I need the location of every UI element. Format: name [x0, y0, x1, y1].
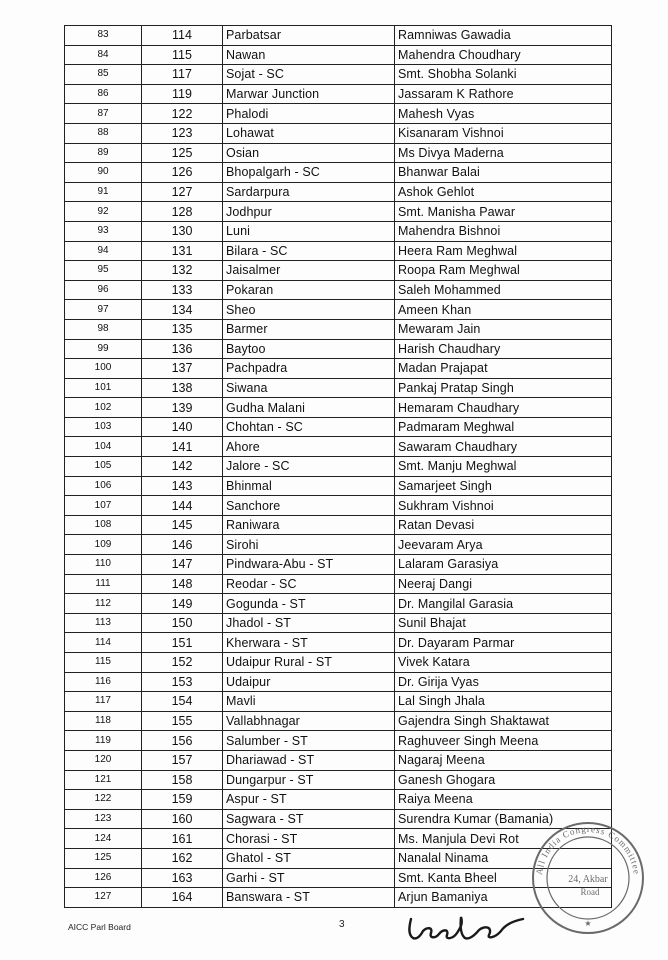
constituency-cell: Ghatol - ST — [223, 848, 395, 868]
table-row — [65, 457, 612, 477]
table-row — [65, 731, 612, 751]
ac-number-cell: 151 — [142, 633, 223, 653]
candidate-cell: Pankaj Pratap Singh — [395, 378, 612, 398]
constituency-cell: Parbatsar — [223, 26, 395, 46]
table-row — [65, 417, 612, 437]
serial-number-cell: 122 — [65, 790, 142, 810]
footer-board-label: AICC Parl Board — [68, 922, 131, 932]
candidate-cell: Sawaram Chaudhary — [395, 437, 612, 457]
constituency-cell: Barmer — [223, 319, 395, 339]
serial-number-cell: 120 — [65, 750, 142, 770]
table-row — [65, 613, 612, 633]
table-row — [65, 300, 612, 320]
ac-number-cell: 164 — [142, 888, 223, 908]
serial-number-cell: 103 — [65, 417, 142, 437]
table-row — [65, 26, 612, 46]
table-row — [65, 65, 612, 85]
serial-number-cell: 100 — [65, 359, 142, 379]
candidate-cell: Smt. Manju Meghwal — [395, 457, 612, 477]
candidate-cell: Raiya Meena — [395, 790, 612, 810]
table-row — [65, 496, 612, 516]
constituency-cell: Aspur - ST — [223, 790, 395, 810]
candidate-cell: Madan Prajapat — [395, 359, 612, 379]
constituency-cell: Jaisalmer — [223, 261, 395, 281]
ac-number-cell: 132 — [142, 261, 223, 281]
constituency-cell: Bilara - SC — [223, 241, 395, 261]
constituency-cell: Sanchore — [223, 496, 395, 516]
candidate-cell: Neeraj Dangi — [395, 574, 612, 594]
candidate-cell: Ganesh Ghogara — [395, 770, 612, 790]
constituency-cell: Reodar - SC — [223, 574, 395, 594]
table-row — [65, 261, 612, 281]
serial-number-cell: 108 — [65, 515, 142, 535]
serial-number-cell: 85 — [65, 65, 142, 85]
candidate-cell: Gajendra Singh Shaktawat — [395, 711, 612, 731]
serial-number-cell: 127 — [65, 888, 142, 908]
signature-image — [405, 905, 535, 945]
constituency-cell: Pachpadra — [223, 359, 395, 379]
table-row — [65, 182, 612, 202]
candidate-table — [64, 25, 612, 908]
candidate-cell: Mahendra Choudhary — [395, 45, 612, 65]
constituency-cell: Jalore - SC — [223, 457, 395, 477]
candidate-cell: Jeevaram Arya — [395, 535, 612, 555]
table-row — [65, 711, 612, 731]
ac-number-cell: 130 — [142, 221, 223, 241]
candidate-cell: Mahendra Bishnoi — [395, 221, 612, 241]
ac-number-cell: 122 — [142, 104, 223, 124]
serial-number-cell: 105 — [65, 457, 142, 477]
serial-number-cell: 111 — [65, 574, 142, 594]
constituency-cell: Nawan — [223, 45, 395, 65]
constituency-cell: Sirohi — [223, 535, 395, 555]
serial-number-cell: 109 — [65, 535, 142, 555]
page-number: 3 — [339, 919, 345, 930]
candidate-cell: Harish Chaudhary — [395, 339, 612, 359]
serial-number-cell: 121 — [65, 770, 142, 790]
ac-number-cell: 152 — [142, 653, 223, 673]
candidate-cell: Ramniwas Gawadia — [395, 26, 612, 46]
candidate-cell: Ms Divya Maderna — [395, 143, 612, 163]
constituency-cell: Sojat - SC — [223, 65, 395, 85]
constituency-cell: Udaipur — [223, 672, 395, 692]
constituency-cell: Gogunda - ST — [223, 594, 395, 614]
ac-number-cell: 158 — [142, 770, 223, 790]
serial-number-cell: 106 — [65, 476, 142, 496]
ac-number-cell: 156 — [142, 731, 223, 751]
table-row — [65, 202, 612, 222]
table-row — [65, 104, 612, 124]
candidate-cell: Dr. Dayaram Parmar — [395, 633, 612, 653]
ac-number-cell: 155 — [142, 711, 223, 731]
serial-number-cell: 116 — [65, 672, 142, 692]
table-row — [65, 319, 612, 339]
table-row — [65, 574, 612, 594]
table-row — [65, 221, 612, 241]
table-row — [65, 653, 612, 673]
candidate-cell: Mahesh Vyas — [395, 104, 612, 124]
serial-number-cell: 117 — [65, 692, 142, 712]
candidate-cell: Ratan Devasi — [395, 515, 612, 535]
candidate-cell: Sukhram Vishnoi — [395, 496, 612, 516]
candidate-cell: Bhanwar Balai — [395, 163, 612, 183]
serial-number-cell: 101 — [65, 378, 142, 398]
ac-number-cell: 125 — [142, 143, 223, 163]
candidate-cell: Kisanaram Vishnoi — [395, 123, 612, 143]
serial-number-cell: 89 — [65, 143, 142, 163]
constituency-cell: Bhopalgarh - SC — [223, 163, 395, 183]
serial-number-cell: 83 — [65, 26, 142, 46]
candidate-cell: Raghuveer Singh Meena — [395, 731, 612, 751]
table-row — [65, 790, 612, 810]
ac-number-cell: 127 — [142, 182, 223, 202]
constituency-cell: Sardarpura — [223, 182, 395, 202]
serial-number-cell: 124 — [65, 829, 142, 849]
constituency-cell: Pindwara-Abu - ST — [223, 555, 395, 575]
ac-number-cell: 157 — [142, 750, 223, 770]
table-row — [65, 163, 612, 183]
constituency-cell: Vallabhnagar — [223, 711, 395, 731]
ac-number-cell: 146 — [142, 535, 223, 555]
constituency-cell: Garhi - ST — [223, 868, 395, 888]
constituency-cell: Baytoo — [223, 339, 395, 359]
ac-number-cell: 154 — [142, 692, 223, 712]
table-row — [65, 476, 612, 496]
ac-number-cell: 139 — [142, 398, 223, 418]
serial-number-cell: 90 — [65, 163, 142, 183]
constituency-cell: Kherwara - ST — [223, 633, 395, 653]
stamp-center-line2: Road — [580, 887, 600, 897]
table-row — [65, 84, 612, 104]
serial-number-cell: 118 — [65, 711, 142, 731]
ac-number-cell: 162 — [142, 848, 223, 868]
stamp-top-text: All India Congress Committee — [534, 823, 642, 876]
table-row — [65, 398, 612, 418]
candidate-cell: Ms. Manjula Devi Rot — [395, 829, 612, 849]
table-row — [65, 750, 612, 770]
candidate-cell: Hemaram Chaudhary — [395, 398, 612, 418]
constituency-cell: Bhinmal — [223, 476, 395, 496]
candidate-cell: Surendra Kumar (Bamania) — [395, 809, 612, 829]
constituency-cell: Sheo — [223, 300, 395, 320]
ac-number-cell: 160 — [142, 809, 223, 829]
constituency-cell: Dhariawad - ST — [223, 750, 395, 770]
candidate-cell: Smt. Manisha Pawar — [395, 202, 612, 222]
svg-text:★: ★ — [584, 919, 592, 928]
candidate-cell: Roopa Ram Meghwal — [395, 261, 612, 281]
table-row — [65, 143, 612, 163]
candidate-cell: Saleh Mohammed — [395, 280, 612, 300]
candidate-cell: Dr. Girija Vyas — [395, 672, 612, 692]
ac-number-cell: 119 — [142, 84, 223, 104]
serial-number-cell: 96 — [65, 280, 142, 300]
serial-number-cell: 115 — [65, 653, 142, 673]
ac-number-cell: 143 — [142, 476, 223, 496]
ac-number-cell: 140 — [142, 417, 223, 437]
serial-number-cell: 84 — [65, 45, 142, 65]
serial-number-cell: 110 — [65, 555, 142, 575]
candidate-cell: Nanalal Ninama — [395, 848, 612, 868]
serial-number-cell: 104 — [65, 437, 142, 457]
serial-number-cell: 114 — [65, 633, 142, 653]
ac-number-cell: 126 — [142, 163, 223, 183]
serial-number-cell: 126 — [65, 868, 142, 888]
serial-number-cell: 119 — [65, 731, 142, 751]
ac-number-cell: 150 — [142, 613, 223, 633]
candidate-cell: Sunil Bhajat — [395, 613, 612, 633]
candidate-cell: Arjun Bamaniya — [395, 888, 612, 908]
ac-number-cell: 141 — [142, 437, 223, 457]
constituency-cell: Dungarpur - ST — [223, 770, 395, 790]
ac-number-cell: 163 — [142, 868, 223, 888]
serial-number-cell: 107 — [65, 496, 142, 516]
ac-number-cell: 161 — [142, 829, 223, 849]
candidate-cell: Padmaram Meghwal — [395, 417, 612, 437]
candidate-cell: Dr. Mangilal Garasia — [395, 594, 612, 614]
table-row — [65, 45, 612, 65]
serial-number-cell: 97 — [65, 300, 142, 320]
table-row — [65, 339, 612, 359]
candidate-cell: Lal Singh Jhala — [395, 692, 612, 712]
ac-number-cell: 159 — [142, 790, 223, 810]
constituency-cell: Jodhpur — [223, 202, 395, 222]
constituency-cell: Mavli — [223, 692, 395, 712]
ac-number-cell: 136 — [142, 339, 223, 359]
serial-number-cell: 112 — [65, 594, 142, 614]
serial-number-cell: 113 — [65, 613, 142, 633]
ac-number-cell: 147 — [142, 555, 223, 575]
constituency-cell: Udaipur Rural - ST — [223, 653, 395, 673]
ac-number-cell: 114 — [142, 26, 223, 46]
table-row — [65, 280, 612, 300]
table-row — [65, 359, 612, 379]
candidate-cell: Heera Ram Meghwal — [395, 241, 612, 261]
serial-number-cell: 93 — [65, 221, 142, 241]
candidate-cell: Smt. Kanta Bheel — [395, 868, 612, 888]
candidate-table-body — [65, 26, 612, 908]
constituency-cell: Pokaran — [223, 280, 395, 300]
table-row — [65, 594, 612, 614]
constituency-cell: Lohawat — [223, 123, 395, 143]
table-row — [65, 378, 612, 398]
serial-number-cell: 94 — [65, 241, 142, 261]
serial-number-cell: 92 — [65, 202, 142, 222]
constituency-cell: Siwana — [223, 378, 395, 398]
table-row — [65, 692, 612, 712]
candidate-cell: Samarjeet Singh — [395, 476, 612, 496]
candidate-cell: Ameen Khan — [395, 300, 612, 320]
table-row — [65, 633, 612, 653]
ac-number-cell: 145 — [142, 515, 223, 535]
constituency-cell: Jhadol - ST — [223, 613, 395, 633]
table-row — [65, 123, 612, 143]
ac-number-cell: 148 — [142, 574, 223, 594]
candidate-cell: Ashok Gehlot — [395, 182, 612, 202]
constituency-cell: Luni — [223, 221, 395, 241]
candidate-cell: Vivek Katara — [395, 653, 612, 673]
ac-number-cell: 123 — [142, 123, 223, 143]
serial-number-cell: 86 — [65, 84, 142, 104]
ac-number-cell: 138 — [142, 378, 223, 398]
constituency-cell: Phalodi — [223, 104, 395, 124]
serial-number-cell: 95 — [65, 261, 142, 281]
svg-text:All India Congress Committee — [534, 824, 642, 875]
constituency-cell: Sagwara - ST — [223, 809, 395, 829]
ac-number-cell: 144 — [142, 496, 223, 516]
table-row — [65, 241, 612, 261]
ac-number-cell: 135 — [142, 319, 223, 339]
serial-number-cell: 88 — [65, 123, 142, 143]
constituency-cell: Osian — [223, 143, 395, 163]
candidate-cell: Jassaram K Rathore — [395, 84, 612, 104]
committee-stamp — [528, 818, 648, 938]
candidate-cell: Lalaram Garasiya — [395, 555, 612, 575]
constituency-cell: Banswara - ST — [223, 888, 395, 908]
serial-number-cell: 102 — [65, 398, 142, 418]
ac-number-cell: 149 — [142, 594, 223, 614]
serial-number-cell: 99 — [65, 339, 142, 359]
constituency-cell: Raniwara — [223, 515, 395, 535]
candidate-cell: Nagaraj Meena — [395, 750, 612, 770]
constituency-cell: Gudha Malani — [223, 398, 395, 418]
constituency-cell: Chorasi - ST — [223, 829, 395, 849]
constituency-cell: Chohtan - SC — [223, 417, 395, 437]
constituency-cell: Ahore — [223, 437, 395, 457]
table-row — [65, 672, 612, 692]
candidate-cell: Mewaram Jain — [395, 319, 612, 339]
table-row — [65, 535, 612, 555]
table-row — [65, 555, 612, 575]
ac-number-cell: 133 — [142, 280, 223, 300]
serial-number-cell: 125 — [65, 848, 142, 868]
table-row — [65, 770, 612, 790]
ac-number-cell: 128 — [142, 202, 223, 222]
serial-number-cell: 98 — [65, 319, 142, 339]
table-row — [65, 437, 612, 457]
serial-number-cell: 87 — [65, 104, 142, 124]
ac-number-cell: 117 — [142, 65, 223, 85]
serial-number-cell: 91 — [65, 182, 142, 202]
ac-number-cell: 137 — [142, 359, 223, 379]
constituency-cell: Salumber - ST — [223, 731, 395, 751]
candidate-cell: Smt. Shobha Solanki — [395, 65, 612, 85]
table-row — [65, 515, 612, 535]
stamp-center-line1: 24, Akbar — [568, 874, 608, 885]
ac-number-cell: 131 — [142, 241, 223, 261]
ac-number-cell: 115 — [142, 45, 223, 65]
ac-number-cell: 142 — [142, 457, 223, 477]
ac-number-cell: 134 — [142, 300, 223, 320]
constituency-cell: Marwar Junction — [223, 84, 395, 104]
serial-number-cell: 123 — [65, 809, 142, 829]
ac-number-cell: 153 — [142, 672, 223, 692]
